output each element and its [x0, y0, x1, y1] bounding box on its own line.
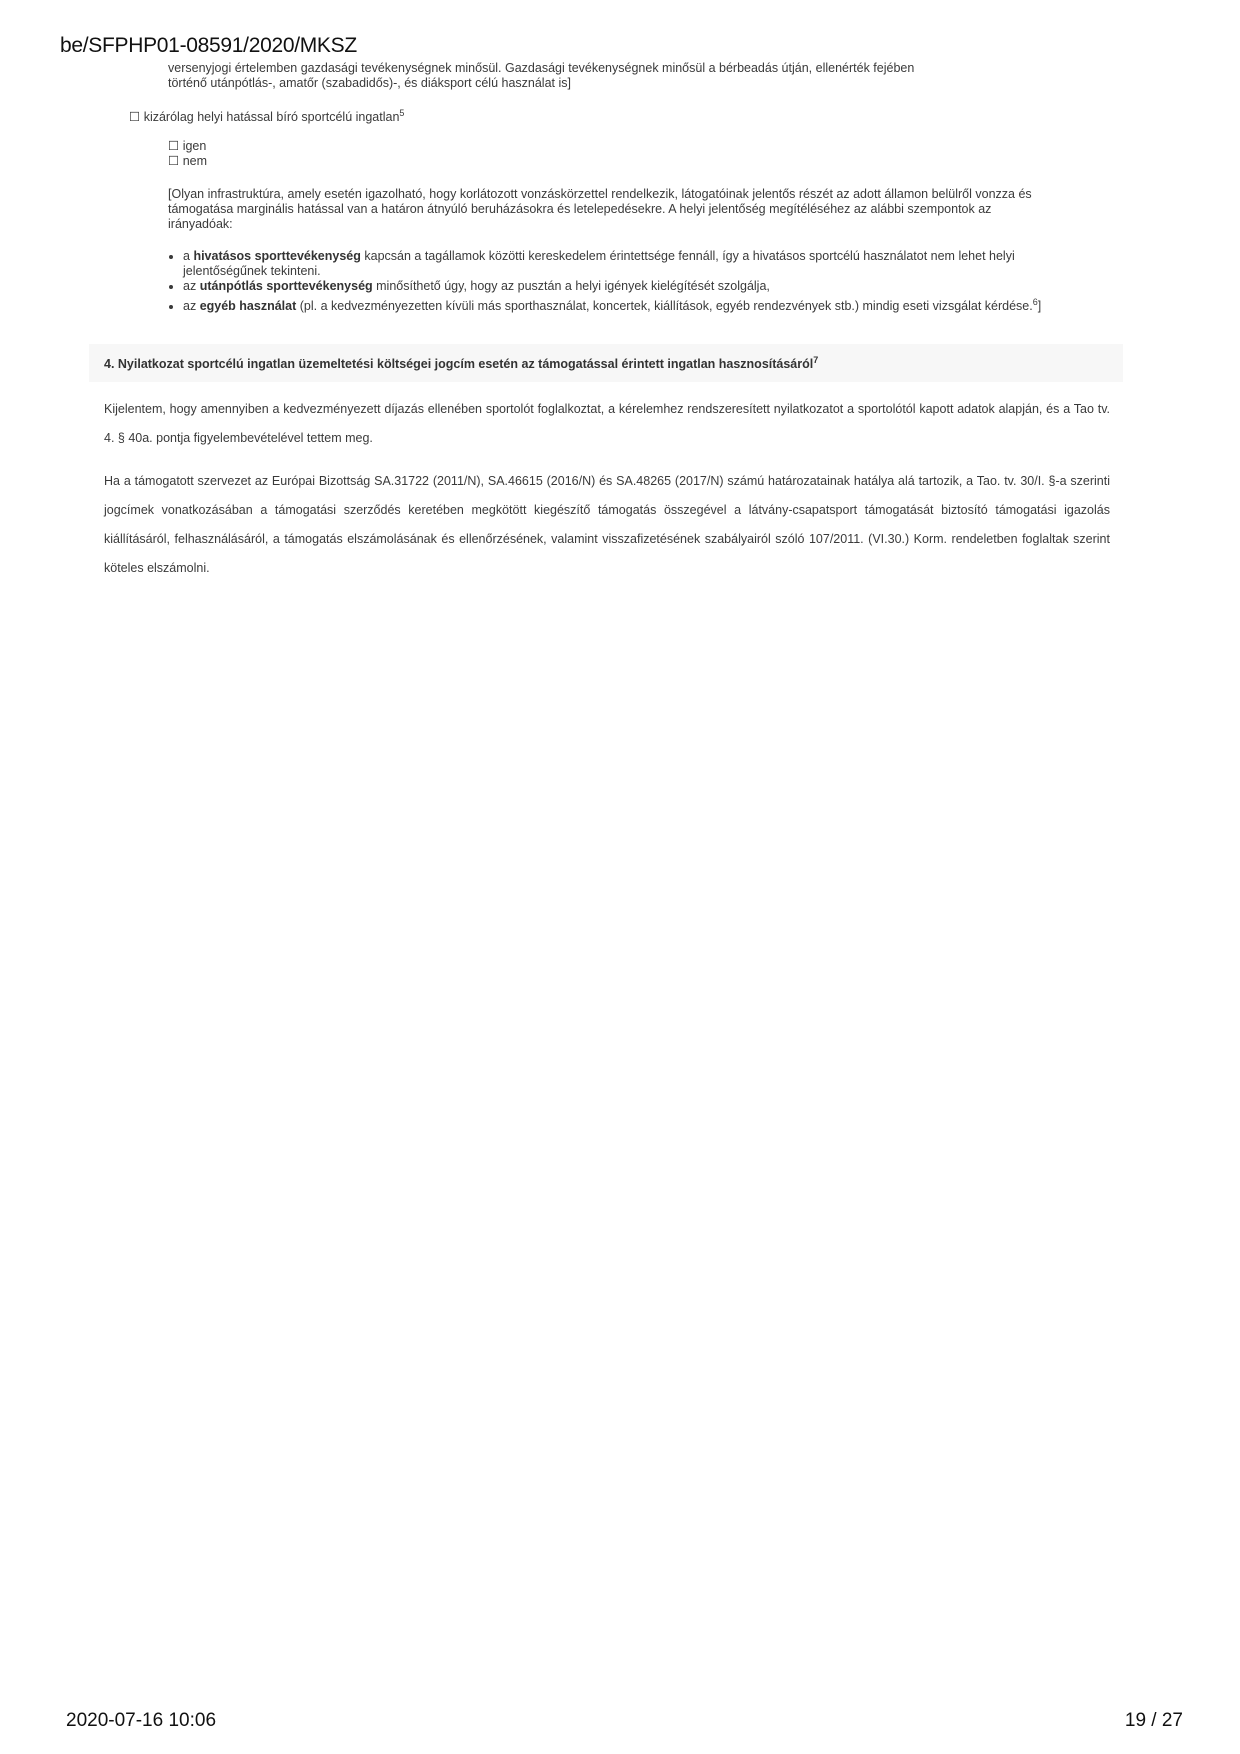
checkbox-icon[interactable]: ☐ [168, 154, 180, 168]
footnote-ref: 5 [399, 108, 405, 118]
local-impact-description: [Olyan infrastruktúra, amely esetén igazolható, hogy korlátozott vonzáskörzettel rendelkezik, látogatóinak jelentős részét az adott államon belülről vonzza és támogatása marginális hatással van a határon átnyúló beruházásokra és letelepedésekre. A helyi jelentőség megítéléséhez az alábbi szempontok az irányadóak: [168, 187, 1032, 231]
intro-line-1: versenyjogi értelemben gazdasági tevékenységnek minősül. Gazdasági tevékenységnek minősül a bérbeadás útján, ellenérték fejében [168, 61, 915, 75]
local-impact-label: kizárólag helyi hatással bíró sportcélú ingatlan [143, 110, 400, 125]
footnote-ref: 7 [813, 355, 819, 365]
intro-text [168, 61, 1028, 91]
declaration-paragraph-2: Ha a támogatott szervezet az Európai Bizottság SA.31722 (2011/N), SA.46615 (2016/N) és SA.48265 (2017/N) számú határozatainak hatálya alá tartozik, a Tao. tv. 30/I. §-a szerinti jogcímek vonatkozásában a támogatási szerződés keretében megkötött kiegészítő támogatás összegével a látvány-csapatsport támogatását biztosító támogatási igazolás kiállításáról, felhasználásáról, a támogatás elszámolásának és ellenőrzésének, valamint visszafizetésének szabályairól szóló 107/2011. (VI.30.) Korm. rendeletben foglaltak szerint köteles elszámolni. [104, 474, 1110, 575]
option-nem[interactable] [168, 154, 207, 169]
footer-page-number: 19 / 27 [1124, 1710, 1183, 1731]
declaration-paragraph-1: Kijelentem, hogy amennyiben a kedvezményezett díjazás ellenében sportolót foglalkoztat, a kérelemhez rendszeresített nyilatkozatot a sportolótól kapott adatok alapján, és a Tao tv. 4. § 40a. pontja figyelembevételével tettem meg. [104, 402, 1110, 445]
option-label: igen [182, 139, 207, 153]
yes-no-options [168, 139, 207, 169]
option-igen[interactable] [168, 139, 207, 154]
section-header [89, 344, 1123, 382]
local-impact-checkbox-row[interactable] [129, 106, 404, 125]
list-item: • az utánpótlás sporttevékenység minősíthető úgy, hogy az pusztán a helyi igények kielégítését szolgálja, [183, 279, 1058, 294]
footer-datetime: 2020-07-16 10:06 [66, 1710, 217, 1731]
checkbox-icon[interactable]: ☐ [168, 139, 180, 153]
list-item: • a hivatásos sporttevékenység kapcsán a tagállamok közötti kereskedelem érintettsége fennáll, így a hivatásos sportcélú használatot nem lehet helyi jelentőségűnek tekinteni. [183, 249, 1058, 279]
criteria-list [168, 249, 1058, 315]
checkbox-icon[interactable]: ☐ [129, 110, 141, 125]
list-item: • az egyéb használat (pl. a kedvezményezetten kívüli más sporthasználat, koncertek, kiállítások, egyéb rendezvények stb.) mindig eseti vizsgálat kérdése.$^6$] [183, 294, 1058, 315]
footnote-ref: 6 [1032, 297, 1038, 307]
document-id: be/SFPHP01-08591/2020/MKSZ [60, 34, 357, 57]
intro-line-2: történő utánpótlás-, amatőr (szabadidős)-, és diáksport célú használat is] [168, 76, 571, 90]
option-label: nem [182, 154, 208, 168]
section-title: 4. Nyilatkozat sportcélú ingatlan üzemeltetési költségei jogcím esetén az támogatással érintett ingatlan hasznosításáról$^7$ [104, 355, 819, 372]
